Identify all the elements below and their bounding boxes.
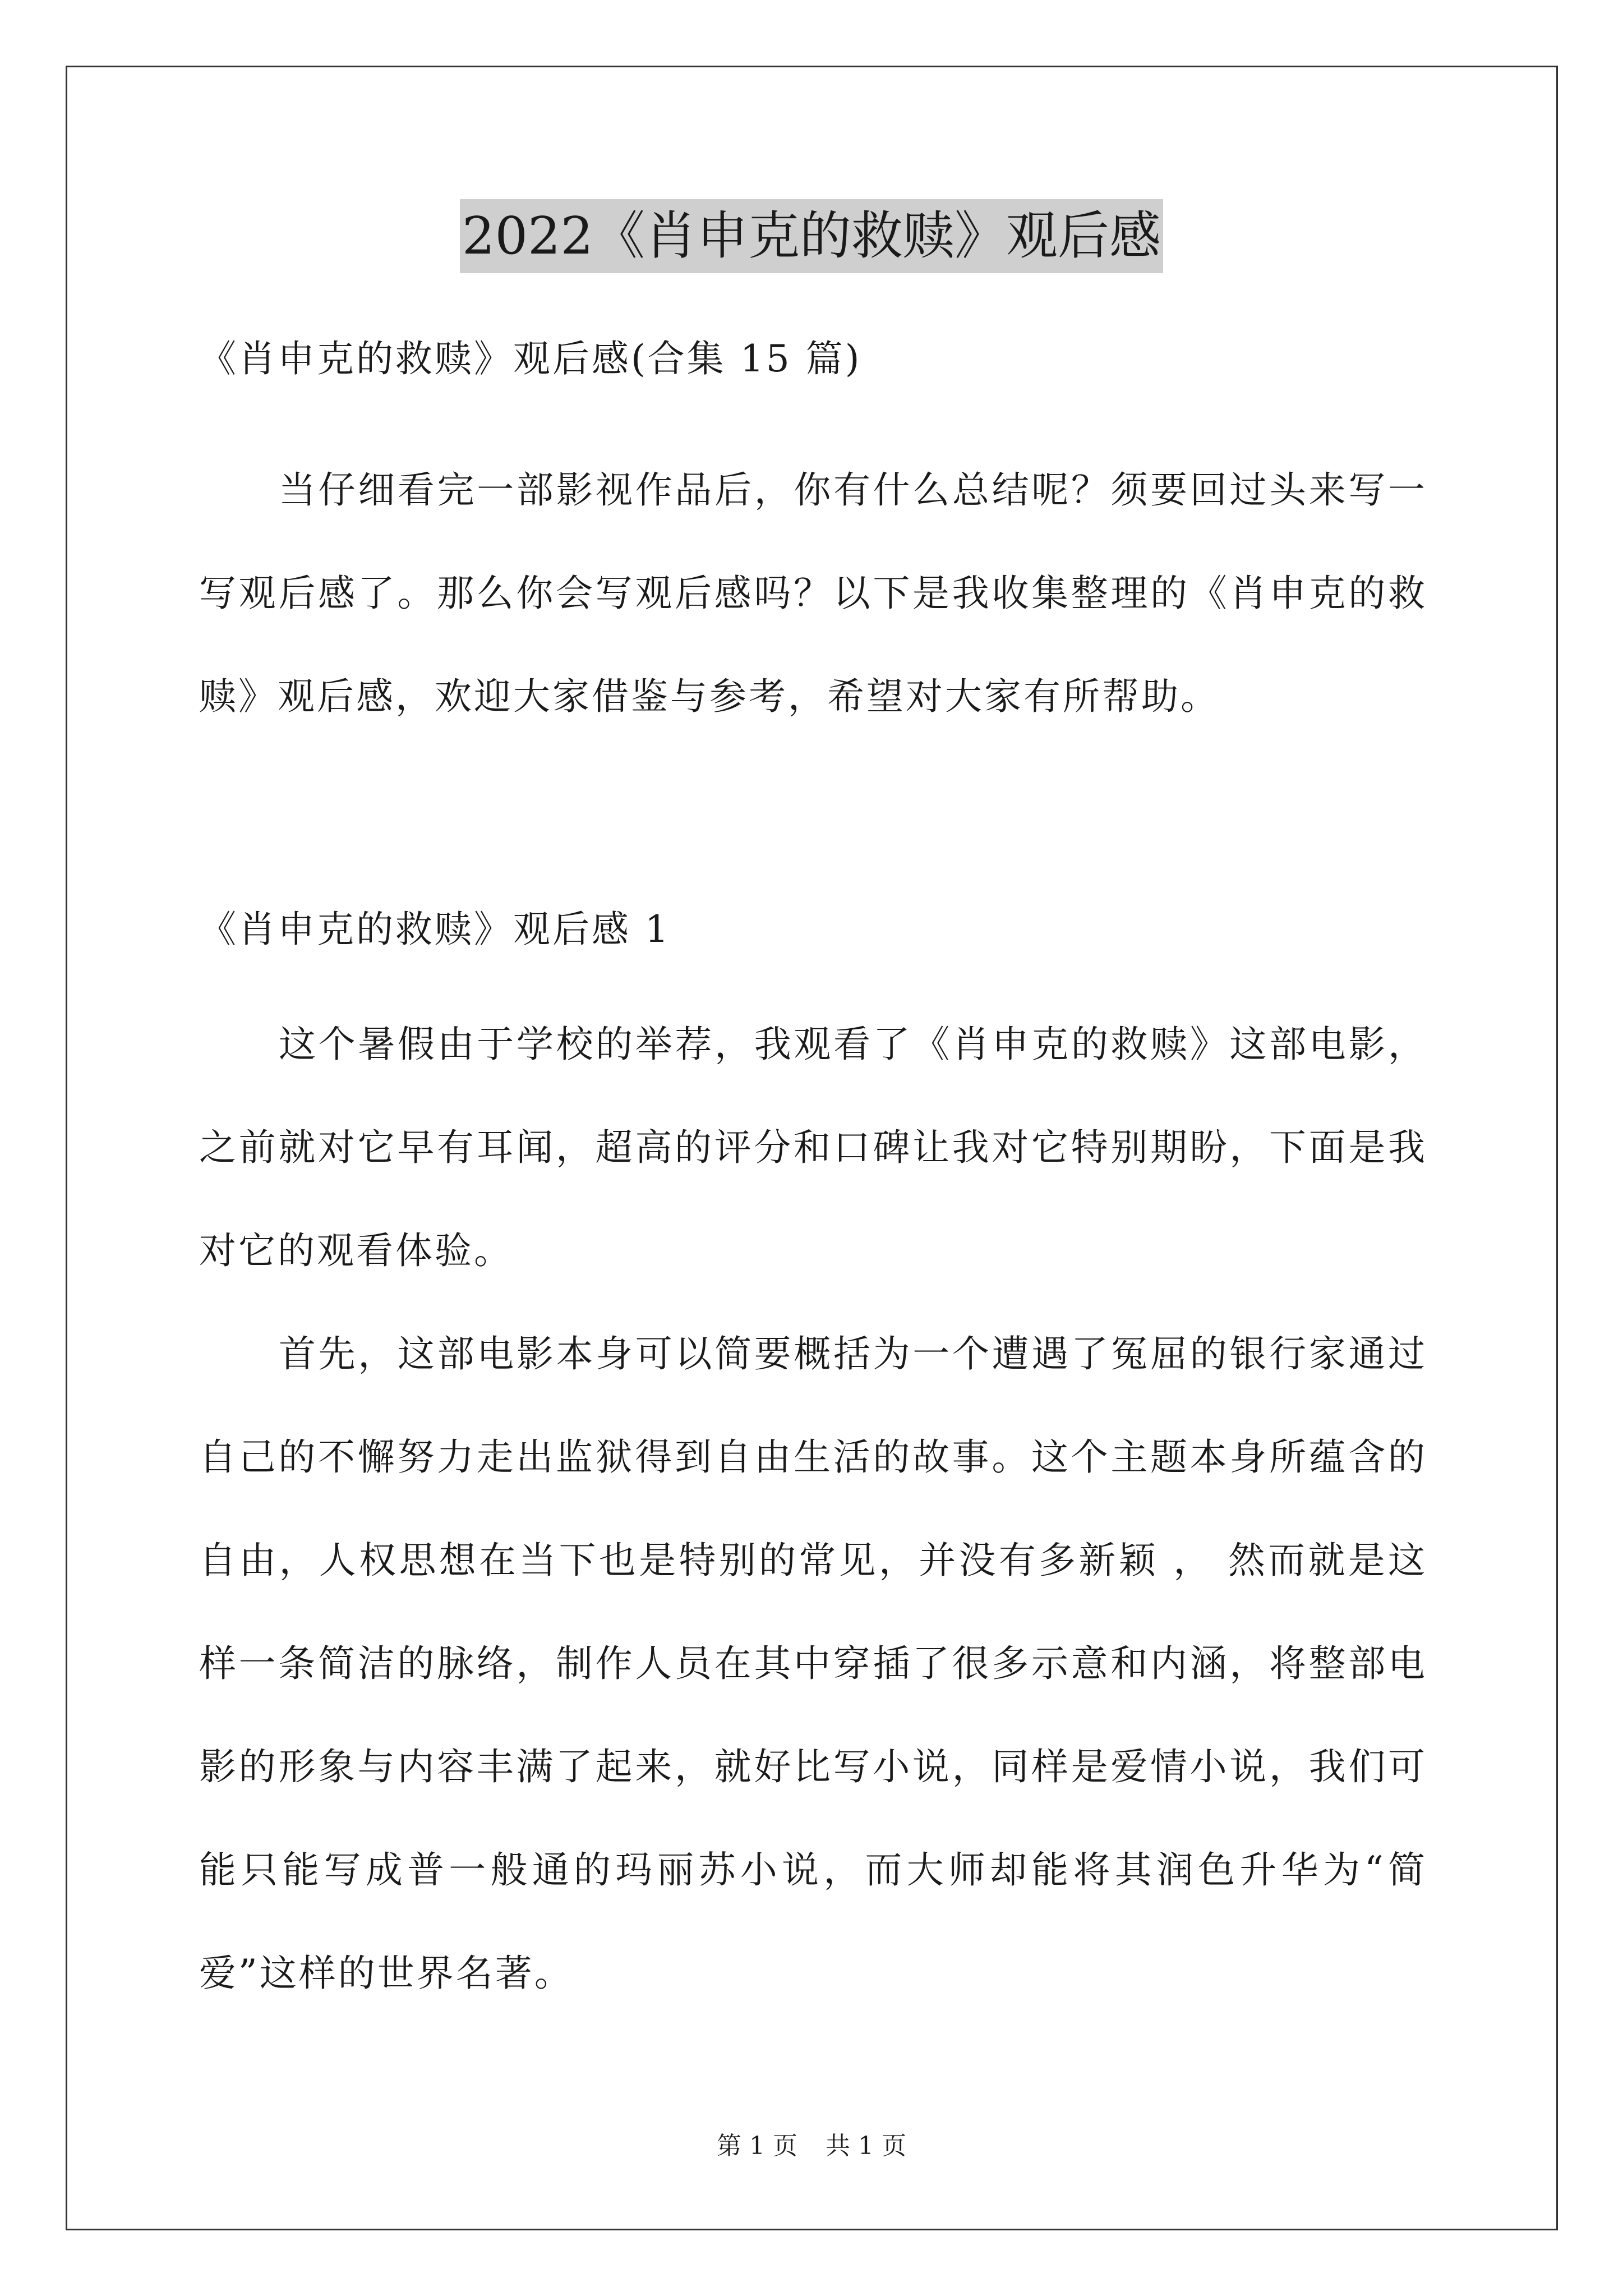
body-section xyxy=(199,993,1427,2025)
title-container xyxy=(0,199,1623,273)
document-subtitle: 《肖申克的救赎》观后感(合集 15 篇) xyxy=(199,337,862,380)
body-paragraph: 首先，这部电影本身可以简要概括为一个遭遇了冤屈的银行家通过自己的不懈努力走出监狱得到自由生活的故事。这个主题本身所蕴含的自由，人权思想在当下也是特别的常见，并没有多新颖 ， 然而就是这样一条简洁的脉络，制作人员在其中穿插了很多示意和内涵，将整部电影的形象与内容丰满了起来，就好比写小说，同样是爱情小说，我们可能只能写成普一般通的玛丽苏小说，而大师却能将其润色升华为“简爱”这样的世界名著。 xyxy=(199,1332,1427,1995)
page-number: 第 1 页 xyxy=(717,2132,797,2160)
section-heading: 《肖申克的救赎》观后感 1 xyxy=(199,908,671,951)
document-title: 2022《肖申克的救赎》观后感 xyxy=(460,199,1163,273)
intro-paragraph: 当仔细看完一部影视作品后，你有什么总结呢？须要回过头来写一写观后感了。那么你会写观后感吗？以下是我收集整理的《肖申克的救赎》观后感，欢迎大家借鉴与参考，希望对大家有所帮助。 xyxy=(199,468,1427,718)
page-total: 共 1 页 xyxy=(826,2132,906,2160)
intro-section xyxy=(199,439,1427,748)
page-footer xyxy=(0,2129,1623,2163)
body-paragraph: 这个暑假由于学校的举荐，我观看了《肖申克的救赎》这部电影，之前就对它早有耳闻，超高的评分和口碑让我对它特别期盼，下面是我对它的观看体验。 xyxy=(199,1023,1427,1272)
